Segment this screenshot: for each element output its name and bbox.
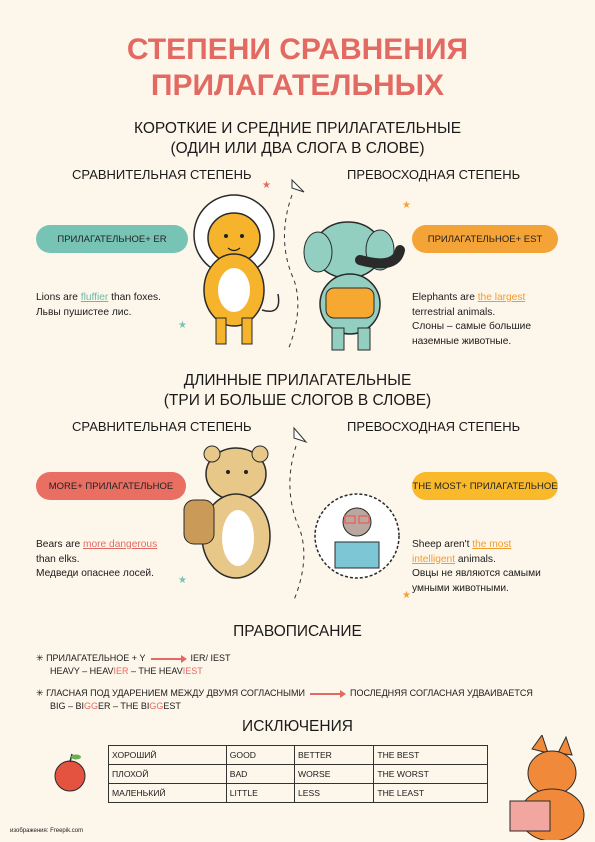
long-sup-highlight-1: the most <box>472 539 512 550</box>
elephant-leg-left <box>332 328 344 350</box>
comp-en-c: than foxes. <box>108 292 161 303</box>
table-cell: THE BEST <box>374 746 488 765</box>
table-cell: LESS <box>294 784 373 803</box>
table-cell: LITTLE <box>226 784 294 803</box>
rule2-right: ПОСЛЕДНЯЯ СОГЛАСНАЯ УДВАИВАЕТСЯ <box>349 688 533 698</box>
comp-highlight: fluffier <box>80 292 109 303</box>
sheep-book <box>335 542 379 568</box>
lion-belly <box>218 268 250 312</box>
image-credit: изображения: Freepik.com <box>10 828 84 834</box>
bear-belly <box>222 510 254 566</box>
rule1-example <box>36 665 586 678</box>
paper-plane-icon <box>294 428 306 442</box>
lion-eye-right <box>240 234 244 238</box>
sheep-face <box>343 508 371 536</box>
long-sup-ru-2: умными животными. <box>412 582 509 594</box>
rule2-example <box>36 700 595 713</box>
spelling-rule-2 <box>36 687 595 713</box>
fox-head <box>528 751 576 795</box>
rule1-left: ПРИЛАГАТЕЛЬНОЕ + Y <box>46 653 146 663</box>
long-heading-line-2: (ТРИ И БОЛЬШЕ СЛОГОВ В СЛОВЕ) <box>163 392 432 409</box>
table-cell: ПЛОХОЙ <box>109 765 227 784</box>
asterisk-icon: ✳ <box>36 688 44 698</box>
ex1-b: IER <box>113 666 129 676</box>
sup-highlight: the largest <box>477 292 526 303</box>
star-icon: ★ <box>178 575 187 586</box>
ex2-a: BIG – BI <box>50 701 85 711</box>
short-superlative-example <box>412 291 582 349</box>
table-cell: THE WORST <box>374 765 488 784</box>
short-heading-line-2: (ОДИН ИЛИ ДВА СЛОГА В СЛОВЕ) <box>170 140 425 157</box>
elephant-ear-left <box>304 232 332 272</box>
bear-illustration <box>180 440 285 590</box>
apple-leaf <box>71 755 81 760</box>
long-comp-en-a: Bears are <box>36 539 83 550</box>
spelling-rule-1 <box>36 652 586 678</box>
dashed-line <box>290 446 304 600</box>
short-superlative-heading: ПРЕВОСХОДНАЯ СТЕПЕНЬ <box>347 167 521 182</box>
ex1-c: – THE HEAV <box>128 666 183 676</box>
apple-illustration <box>52 752 88 794</box>
arrow-icon <box>151 658 185 660</box>
short-comparative-example <box>36 291 196 320</box>
table-row <box>109 784 488 803</box>
short-comparative-heading: СРАВНИТЕЛЬНАЯ СТЕПЕНЬ <box>72 167 252 182</box>
exceptions-heading: ИСКЛЮЧЕНИЯ <box>242 718 353 735</box>
elephant-leg-right <box>358 328 370 350</box>
long-comp-en-c: than elks. <box>36 553 80 565</box>
table-row <box>109 765 488 784</box>
bear-ear-right <box>252 446 268 462</box>
long-superlative-example <box>412 538 587 596</box>
page-title <box>0 32 595 104</box>
long-superlative-heading: ПРЕВОСХОДНАЯ СТЕПЕНЬ <box>347 419 521 434</box>
sup-ru-1: Слоны – самые большие <box>412 321 531 332</box>
sup-en-a: Elephants are <box>412 292 478 303</box>
table-cell: BAD <box>226 765 294 784</box>
bear-backpack <box>184 500 214 544</box>
sheep-illustration <box>305 488 405 588</box>
long-heading-line-1: ДЛИННЫЕ ПРИЛАГАТЕЛЬНЫЕ <box>183 372 412 389</box>
ex1-a: HEAVY – HEAV <box>50 666 114 676</box>
star-icon: ★ <box>402 200 411 211</box>
ex2-b: GG <box>84 701 99 711</box>
dashed-line <box>284 195 297 350</box>
ex2-d: GG <box>149 701 164 711</box>
title-line-1: СТЕПЕНИ СРАВНЕНИЯ <box>126 33 469 66</box>
fox-book <box>510 801 550 831</box>
short-comparative-pill: ПРИЛАГАТЕЛЬНОЕ+ ER <box>36 225 188 253</box>
apple-body <box>55 761 85 791</box>
paper-plane-icon <box>292 180 304 192</box>
fox-ear-left <box>532 735 548 753</box>
elephant-illustration <box>300 210 410 355</box>
long-superlative-pill: THE MOST+ ПРИЛАГАТЕЛЬНОЕ <box>412 472 558 500</box>
ex2-e: EST <box>163 701 181 711</box>
sup-en-c: terrestrial animals. <box>412 306 496 318</box>
long-heading <box>0 371 595 411</box>
comp-ru: Львы пушистее лис. <box>36 306 132 318</box>
table-cell: ХОРОШИЙ <box>109 746 227 765</box>
table-cell: THE LEAST <box>374 784 488 803</box>
table-cell: GOOD <box>226 746 294 765</box>
short-heading <box>0 119 595 159</box>
lion-leg-left <box>216 318 226 344</box>
spelling-heading: ПРАВОПИСАНИЕ <box>233 623 362 640</box>
lion-leg-right <box>242 318 252 344</box>
bear-eye-right <box>244 470 248 474</box>
long-comparative-pill: MORE+ ПРИЛАГАТЕЛЬНОЕ <box>36 472 186 500</box>
table-cell: МАЛЕНЬКИЙ <box>109 784 227 803</box>
long-sup-highlight-2: intelligent <box>412 553 456 565</box>
comp-en-a: Lions are <box>36 292 81 303</box>
fox-illustration <box>502 735 592 840</box>
long-comp-highlight: more dangerous <box>83 539 158 550</box>
ex1-d: IEST <box>182 666 203 676</box>
bear-eye-left <box>226 470 230 474</box>
sup-ru-2: наземные животные. <box>412 335 512 347</box>
long-sup-en-d: animals. <box>455 553 496 565</box>
short-heading-line-1: КОРОТКИЕ И СРЕДНИЕ ПРИЛАГАТЕЛЬНЫЕ <box>133 120 462 137</box>
star-icon: ★ <box>262 180 271 191</box>
long-comp-ru: Медведи опаснее лосей. <box>36 568 154 579</box>
arrow-icon <box>310 693 344 695</box>
long-sup-en-a: Sheep aren't <box>412 539 473 550</box>
star-icon: ★ <box>402 590 411 601</box>
rule2-left: ГЛАСНАЯ ПОД УДАРЕНИЕМ МЕЖДУ ДВУМЯ СОГЛАСНЫМИ <box>46 688 305 698</box>
star-icon: ★ <box>178 320 187 331</box>
ex2-c: ER – THE BI <box>98 701 150 711</box>
exceptions-table <box>108 745 488 803</box>
title-line-2: ПРИЛАГАТЕЛЬНЫХ <box>150 69 445 102</box>
table-cell: BETTER <box>294 746 373 765</box>
asterisk-icon: ✳ <box>36 653 44 663</box>
table-row <box>109 746 488 765</box>
table-cell: WORSE <box>294 765 373 784</box>
long-comparative-example <box>36 538 196 582</box>
short-superlative-pill: ПРИЛАГАТЕЛЬНОЕ+ EST <box>412 225 558 253</box>
long-sup-ru-1: Овцы не являются самыми <box>412 568 541 579</box>
rule1-right: IER/ IEST <box>190 653 231 663</box>
long-comparative-heading: СРАВНИТЕЛЬНАЯ СТЕПЕНЬ <box>72 419 252 434</box>
lion-eye-left <box>224 234 228 238</box>
elephant-backpack <box>326 288 374 318</box>
bear-ear-left <box>204 446 220 462</box>
